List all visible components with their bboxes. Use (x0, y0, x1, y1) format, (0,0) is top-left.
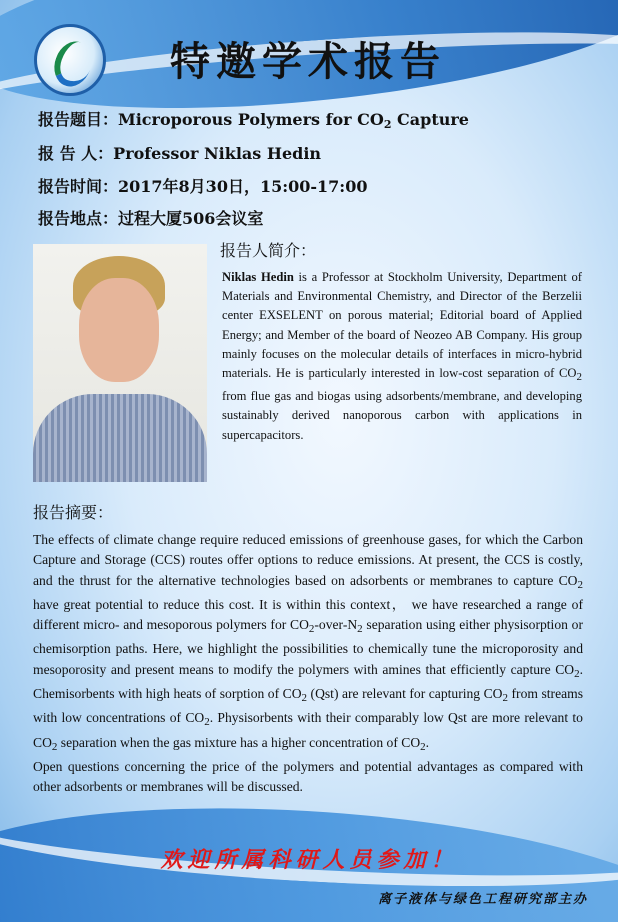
info-speaker (38, 141, 321, 164)
info-label: 报告时间： (38, 177, 119, 196)
info-value: Microporous Polymers for CO (118, 110, 384, 129)
info-value: 2017年8月30日，15:00-17:00 (118, 177, 368, 196)
speaker-name: Niklas Hedin (222, 270, 294, 284)
welcome-banner: 欢迎所属科研人员参加！ (160, 847, 458, 873)
info-location (38, 206, 263, 229)
poster-title: 特邀学术报告 (170, 39, 446, 85)
info-time (38, 174, 367, 197)
speaker-photo (33, 244, 207, 482)
info-value: 过程大厦506会议室 (118, 209, 264, 228)
bio-heading: 报告人简介： (220, 241, 317, 260)
speaker-bio: Niklas Hedin is a Professor at Stockholm University, Department of Materials and Environmental Chemistry, and Director of the Berzelii center EXSELENT on porous material; Editorial board of Applied Energy; and Member of the board of Neozeo AB Company. His group mainly focuses on the molecular details of interfaces in micro-hybrid materials. He is particularly interested in low-cost separation of $CO_2$ from flue gas and biogas using adsorbents/membrane, and developing sustainably derived nanoporous carbon with applications in supercapacitors. (222, 270, 582, 442)
info-value: Professor Niklas Hedin (113, 144, 322, 163)
host-organizer: 离子液体与绿色工程研究部主办 (377, 892, 588, 907)
info-topic: 报告题目：Microporous Polymers for $CO_2$ Capture (38, 110, 469, 131)
abstract-heading: 报告摘要： (33, 503, 114, 522)
info-label: 报告题目： (38, 110, 119, 129)
info-label: 报告地点： (38, 209, 119, 228)
info-label: 报 告 人： (38, 144, 114, 163)
abstract-paragraph-2: Open questions concerning the price of the polymers and potential advantages as compared with other adsorbents or membranes will be discussed. (33, 758, 583, 795)
abstract-text: The effects of climate change require reduced emissions of greenhouse gases, for which the Carbon Capture and Storage (CCS) routes offer options to reduce emissions. At present, the CCS is costly, and the thrust for the alternative technologies based on adsorbents or membranes to capture $CO_2$ have great potential to reduce this cost. It is within this context， we have researched a range of different micro- and mesoporous polymers for $CO_2-over-N_2$ separation using either physisorption or chemisorption paths. Here, we highlight the possibilities to chemically tune the microporosity and mesoporosity and present means to modify the polymers with amines that efficiently capture $CO_2$. Chemisorbents with high heats of sorption of $CO_2$ (Qst) are relevant for capturing $CO_2$ from streams with low concentrations of $CO_2$. Physisorbents with their comparably low Qst are more relevant to $CO_2$ separation when the gas mixture has a higher concentration of $CO_2$. Open questions concerning the price of the polymers and potential advantages as compared with other adsorbents or membranes will be discussed. (33, 530, 583, 798)
institute-logo-icon (34, 24, 106, 96)
